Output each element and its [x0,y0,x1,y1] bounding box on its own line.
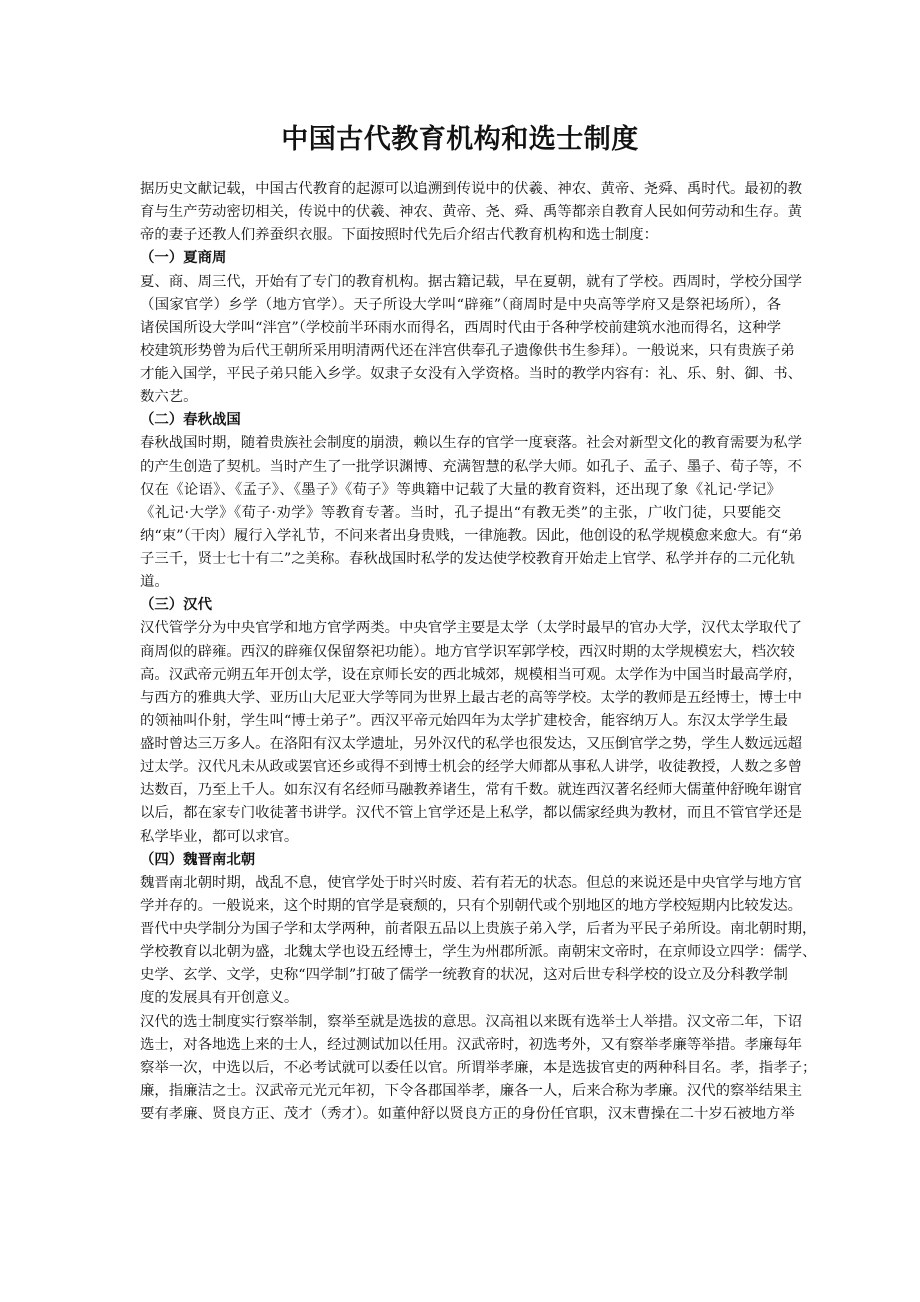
paragraph [140,178,802,247]
document-title: 中国古代教育机构和选士制度 [281,124,639,155]
text-line: 的领袖叫仆射，学生叫“博士弟子”。西汉平帝元始四年为太学扩建校舍，能容纳万人。东汉太学学生最 [140,712,788,729]
text-line: 汉代管学分为中央官学和地方官学两类。中央官学主要是太学（太学时最早的官办大学，汉代太学取代了 [140,620,802,637]
text-line: 的产生创造了契机。当时产生了一批学识渊博、充满智慧的私学大师。如孔子、孟子、墨子、荀子等，不 [140,458,802,475]
text-line: 诸侯国所设大学叫“泮宫”（学校前半环雨水而得名，西周时代由于各种学校前建筑水池而得名，这种学 [140,319,781,336]
paragraph [140,432,803,594]
text-line: 数六艺。 [140,389,198,406]
text-line: 魏晋南北朝时期，战乱不息，使官学处于时兴时废、若有若无的状态。但总的来说还是中央官学与地方官 [140,874,802,891]
text-line: 《礼记·大学》《荀子·劝学》等教育专著。当时，孔子提出“有教无类”的主张，广收门徒，只要能交 [140,504,781,521]
text-line: 盛时曾达三万多人。在洛阳有汉太学遗址，另外汉代的私学也很发达，又压倒官学之势，学生人数远远超 [140,736,802,752]
text-line: 私学毕业，都可以求官。 [140,828,299,845]
text-line: 晋代中央学制分为国子学和太学两种，前者限五品以上贵族子弟入学，后者为平民子弟所设。南北朝时期， [140,921,817,937]
section-heading: （一）夏商周 [140,250,227,267]
paragraph [140,271,802,410]
section-heading: （三）汉代 [140,597,212,614]
text-line: 仅在《论语》、《孟子》、《墨子》《荀子》等典籍中记载了大量的教育资料，还出现了象《礼记·学记》 [140,481,781,498]
text-line: 学校教育以北朝为盛，北魏太学也设五经博士，学生为州郡所派。南朝宋文帝时，在京师设立四学：儒学、 [140,944,817,961]
text-line: （国家官学）乡学（地方官学）。天子所设大学叫“辟雍”（商周时是中央高等学府又是祭祀场所），各 [140,296,781,313]
text-line: 道。 [140,574,169,591]
text-line: 过太学。汉代凡未从政或罢官还乡或得不到博士机会的经学大师都从事私人讲学，收徒教授，人数之多曾 [140,759,802,776]
text-line: 汉代的选士制度实行察举制，察举至就是选拔的意思。汉高祖以来既有选举士人举措。汉文帝二年，下诏 [140,1013,802,1030]
text-line: 纳“束”（干肉）履行入学礼节，不问来者出身贵贱，一律施教。因此，他创设的私学规模愈来愈大。有“弟 [140,527,803,544]
text-line: 商周似的辟雍。西汉的辟雍仅保留祭祀功能）。地方官学识军郭学校，西汉时期的太学规模宏大，档次较 [140,643,795,660]
text-line: 才能入国学，平民子弟只能入乡学。奴隶子女没有入学资格。当时的教学内容有：礼、乐、射、御、书、 [140,366,802,382]
text-line: 以后，都在家专门收徒著书讲学。汉代不管上官学还是上私学，都以儒家经典为教材，而且不管官学还是 [140,805,802,822]
text-line: 高。汉武帝元朔五年开创太学，设在京师长安的西北城郊，规模相当可观。太学作为中国当时最高学府， [140,666,802,683]
text-line: 夏、商、周三代，开始有了专门的教育机构。据古籍记载，早在夏朝，就有了学校。西周时，学校分国学 [140,273,802,290]
section-heading: （四）魏晋南北朝 [140,851,256,868]
paragraph [140,1011,817,1127]
text-line: 史学、玄学、文学，史称“四学制”打破了儒学一统教育的状况，这对后世专科学校的设立及分科教学制 [140,967,788,984]
text-line: 子三千，贤士七十有二”之美称。春秋战国时私学的发达使学校教育开始走上官学、私学并存的二元化轨 [140,551,795,567]
paragraph [140,617,802,848]
text-line: 帝的妻子还教人们养蚕织衣服。下面按照时代先后介绍古代教育机构和选士制度： [140,227,659,244]
text-line: 据历史文献记载，中国古代教育的起源可以追溯到传说中的伏羲、神农、黄帝、尧舜、禹时代。最初的教 [140,181,802,197]
document-body [140,178,817,1126]
text-line: 度的发展具有开创意义。 [140,990,299,1007]
text-line: 察举一次，中选以后，不必考试就可以委任以官。所谓举孝廉，本是选拔官吏的两种科目名。孝，指孝子； [140,1059,817,1076]
text-line: 要有孝廉、贤良方正、茂才（秀才）。如董仲舒以贤良方正的身份任官职，汉末曹操在二十岁石被地方举 [140,1106,795,1122]
paragraph [140,872,817,1011]
text-line: 廉，指廉洁之士。汉武帝元光元年初，下令各郡国举孝，廉各一人，后来合称为孝廉。汉代的察举结果主 [140,1082,802,1099]
text-line: 育与生产劳动密切相关，传说中的伏羲、神农、黄帝、尧、舜、禹等都亲自教育人民如何劳动和生存。黄 [140,204,802,221]
text-line: 选士，对各地选上来的士人，经过测试加以任用。汉武帝时，初选考外，又有察举孝廉等举措。孝廉每年 [140,1036,802,1053]
text-line: 达数百，乃至上千人。如东汉有名经师马融教养诸生，常有千数。就连西汉著名经师大儒董仲舒晚年谢官 [140,782,802,799]
text-line: 春秋战国时期，随着贵族社会制度的崩溃，赖以生存的官学一度衰落。社会对新型文化的教育需要为私学 [140,435,802,452]
text-line: 学并存的。一般说来，这个时期的官学是衰颓的，只有个别朝代或个别地区的地方学校短期内比较发达。 [140,897,802,914]
text-line: 与西方的雅典大学、亚历山大尼亚大学等同为世界上最古老的高等学校。太学的教师是五经博士，博士中 [140,689,802,706]
section-heading: （二）春秋战国 [140,412,241,429]
text-line: 校建筑形势曾为后代王朝所采用明清两代还在泮宫供奉孔子遗像供书生参拜）。一般说来，只有贵族子弟 [140,342,795,359]
